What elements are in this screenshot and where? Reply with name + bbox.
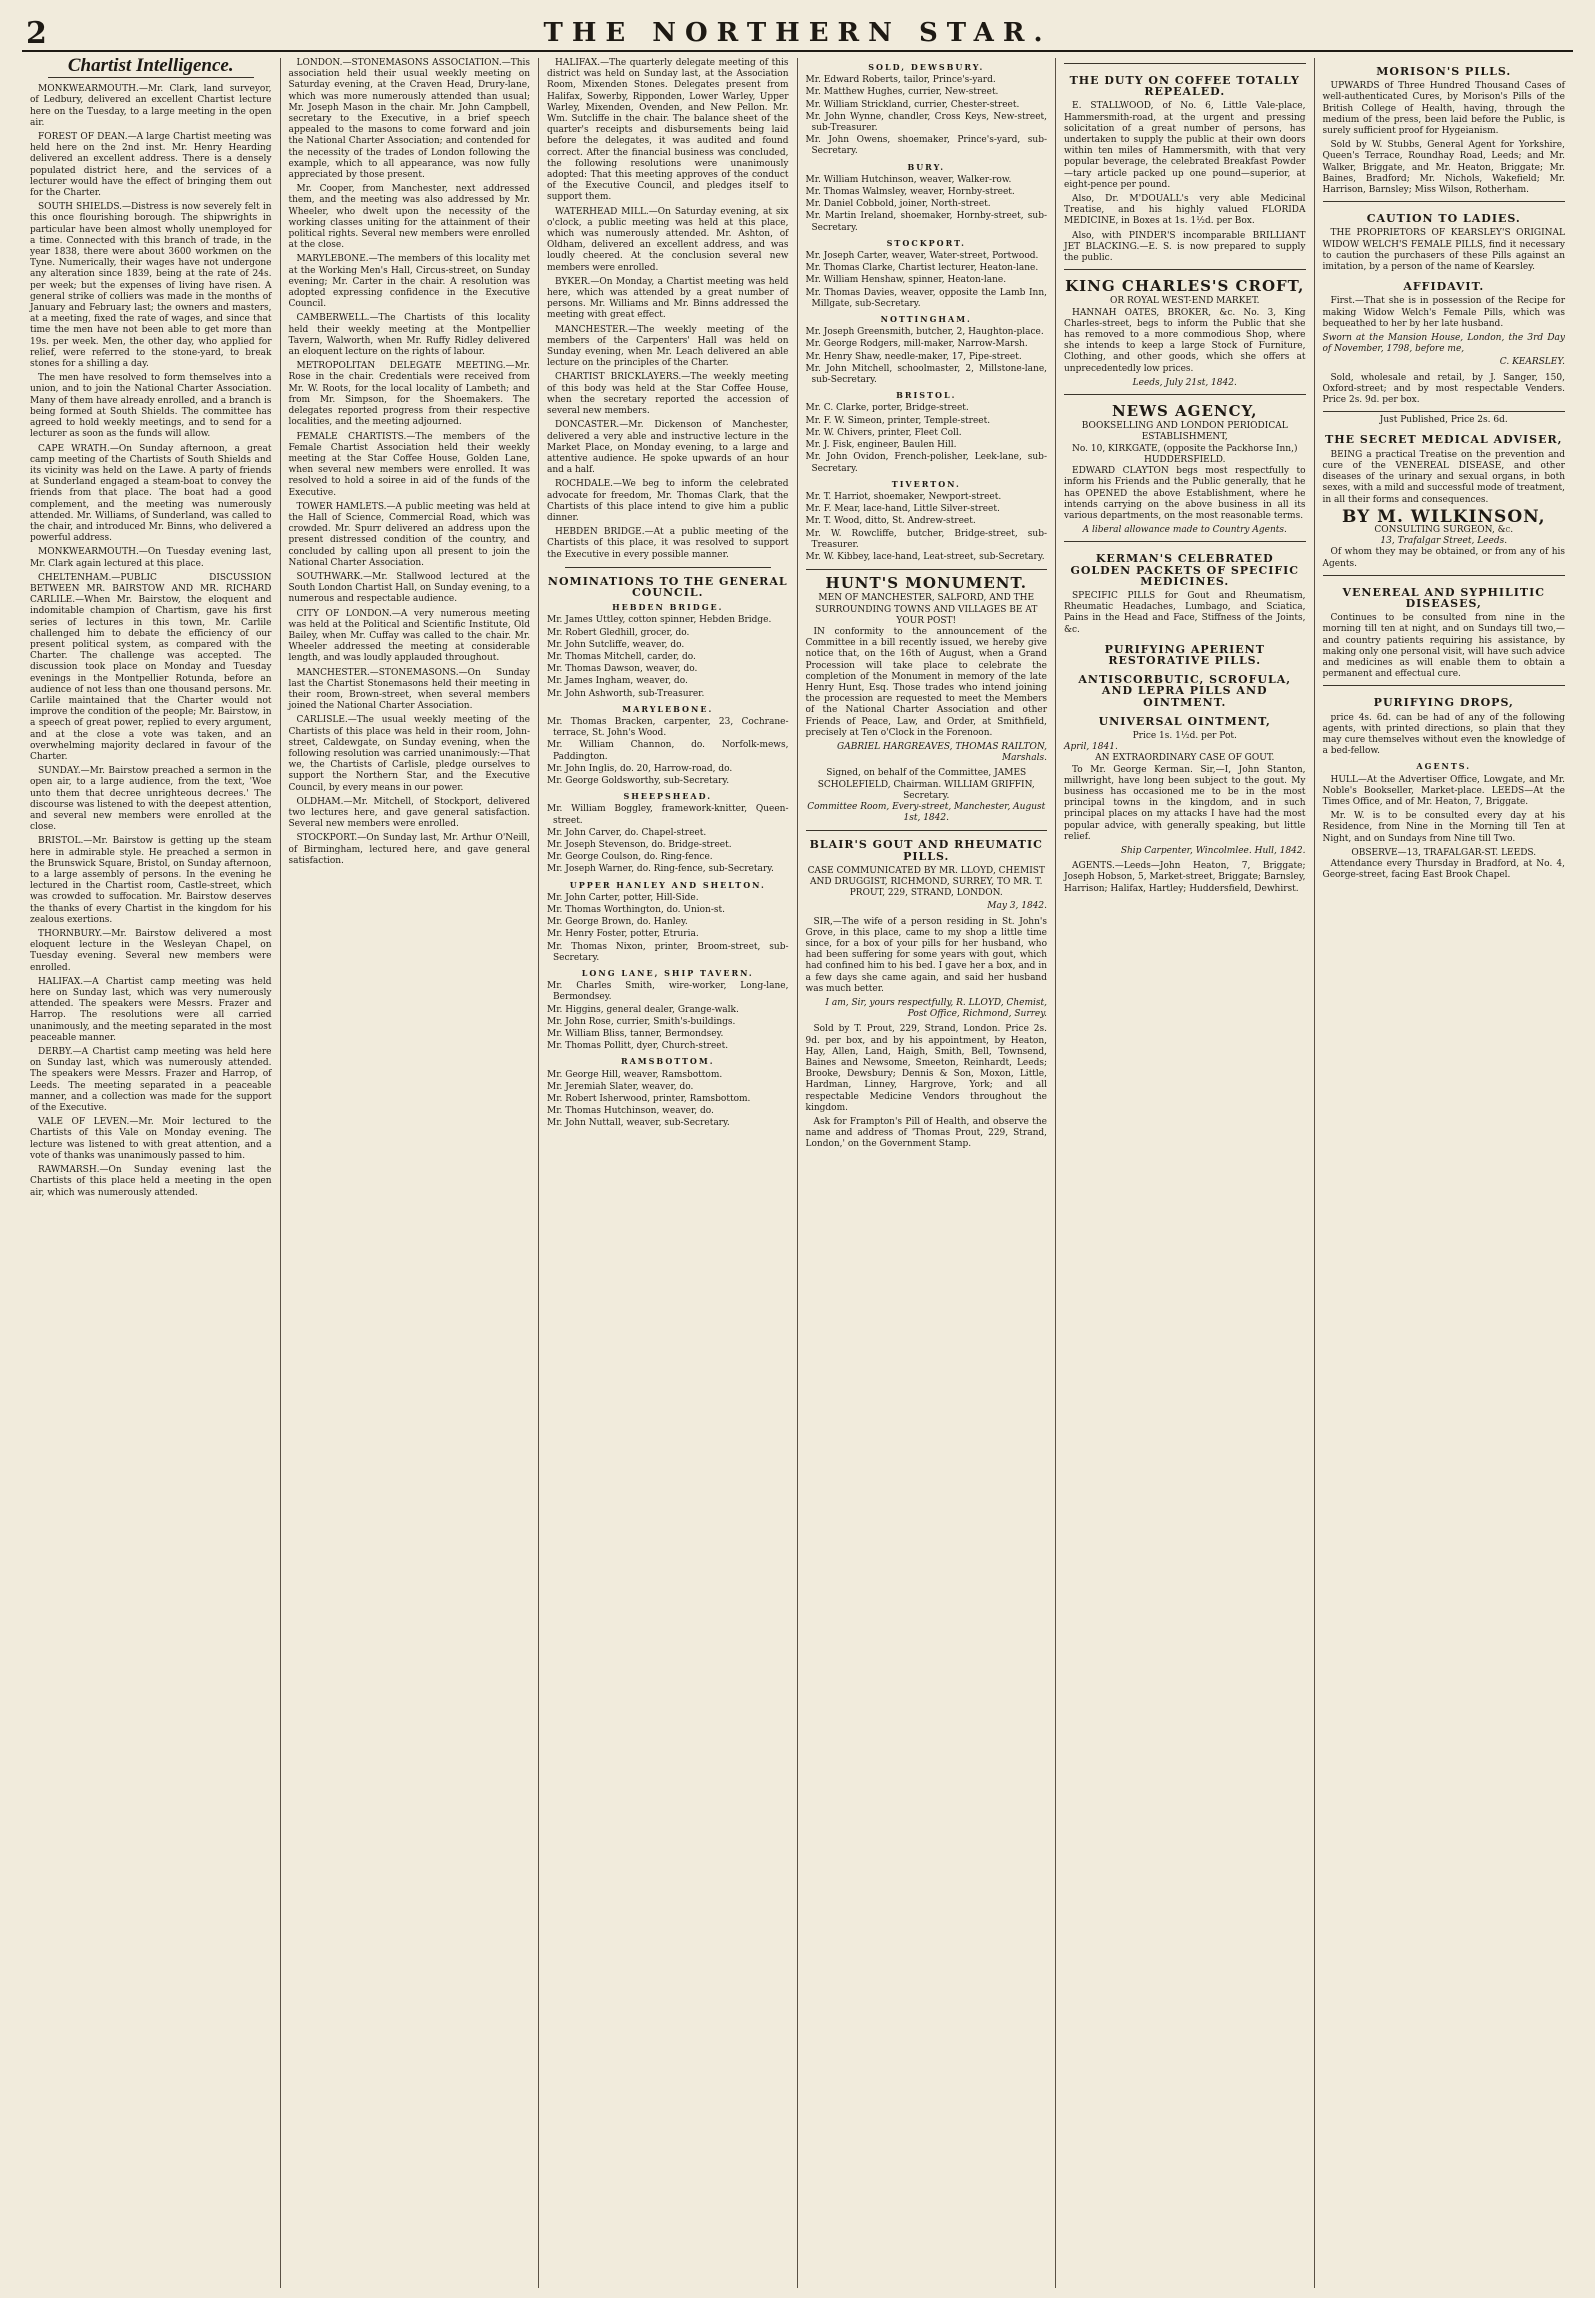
column-1	[22, 58, 281, 2288]
nominee-entry: Mr. W. Chivers, printer, Fleet Coll.	[805, 427, 962, 438]
nominee-entry: Mr. T. Harriot, shoemaker, Newport-street.	[805, 491, 1002, 502]
article-paragraph: ROCHDALE.—We beg to inform the celebrated advocate for freedom, Mr. Thomas Clark, that the Chartists of this place intend to give him a public dinner.	[547, 479, 789, 523]
caution-title: CAUTION TO LADIES.	[1366, 212, 1521, 226]
monument-marshals: GABRIEL HARGREAVES, THOMAS RAILTON, Marshals.	[837, 741, 1047, 764]
purifying-advert	[1323, 685, 1566, 881]
article-paragraph: DERBY.—A Chartist camp meeting was held here on Sunday last, which was numerously attended. The speakers were Messrs. Frazer and Harrop, of Leeds. The meeting separated in a peaceable manner, and a collection was made for the support of the Executive.	[30, 1047, 272, 1114]
nominee-entry: Mr. John Mitchell, schoolmaster, 2, Millstone-lane, sub-Secretary.	[805, 363, 1047, 386]
column-5	[1056, 58, 1315, 2288]
article-list	[289, 58, 531, 867]
news-agency-address: No. 10, KIRKGATE, (opposite the Packhorse Inn,) HUDDERSFIELD.	[1072, 443, 1298, 465]
article-paragraph: VALE OF LEVEN.—Mr. Moir lectured to the Chartists of this Vale on Monday evening. The lecture was listened to with great attention, and a vote of thanks was unanimously passed to him.	[30, 1117, 272, 1161]
locality-heading: SOLD, DEWSBURY.	[868, 62, 985, 72]
nominee-entry: Mr. James Ingham, weaver, do.	[547, 676, 688, 687]
article-paragraph: LONDON.—STONEMASONS ASSOCIATION.—This association held their usual weekly meeting on Saturday evening, at the Craven Head, Drury-lane, which was more numerously attended than usual; Mr. Joseph Mason in the chair. Mr. John Campbell, secretary to the Executive, in a brief speech appealed to the masons to come forward and join the National Charter Association; and contended for the necessity of the trades of London following the example, which to all appearance, was now fully appreciated by those present.	[288, 58, 530, 181]
nominee-entry: Mr. John Owens, shoemaker, Prince's-yard, sub-Secretary.	[805, 135, 1047, 157]
nominee-entry: Mr. Joseph Carter, weaver, Water-street, Portwood.	[805, 251, 1039, 262]
nominee-entry: Mr. Thomas Clarke, Chartist lecturer, Heaton-lane.	[805, 263, 1039, 274]
divider	[565, 567, 771, 568]
kerman-title: KERMAN'S CELEBRATED GOLDEN PACKETS OF SPECIFIC MEDICINES.	[1070, 552, 1300, 588]
sworn-statement: Sworn at the Mansion House, London, the 3rd Day of November, 1798, before me,	[1322, 333, 1565, 355]
article-paragraph: SUNDAY.—Mr. Bairstow preached a sermon in the open air, to a large audience, from the text, 'Woe unto them that decree unrighteous decrees.' The discourse was listened to with the deepest attention, and several new members were enrolled at the close.	[30, 766, 272, 833]
coffee-extra: Also, Dr. M'DOUALL's very able Medicinal Treatise, and his highly valued FLORIDA MEDICINE, in Boxes at 1s. 1½d. per Box.	[1064, 194, 1306, 227]
column-6	[1315, 58, 1574, 2288]
morison-title: MORISON'S PILLS.	[1376, 65, 1512, 78]
nominee-entry: Mr. Thomas Pollitt, dyer, Church-street.	[547, 1041, 729, 1052]
nominee-entry: Mr. Joseph Stevenson, do. Bridge-street.	[547, 840, 732, 850]
nominee-entry: Mr. T. Wood, ditto, St. Andrew-street.	[805, 516, 976, 527]
caution-price: Sold, wholesale and retail, by J. Sanger, 150, Oxford-street; and by most respectable Venders. Price 2s. 9d. per box.	[1322, 372, 1565, 406]
nominations-list	[806, 62, 1048, 563]
nominee-entry: Mr. John Carver, do. Chapel-street.	[547, 827, 707, 838]
venereal-advert	[1323, 575, 1566, 681]
nominee-entry: Mr. W. Rowcliffe, butcher, Bridge-street, sub-Treasurer.	[805, 528, 1047, 550]
newspaper-title: THE NORTHERN STAR.	[543, 18, 1052, 48]
columns	[22, 58, 1573, 2288]
nominee-entry: Mr. George Coulson, do. Ring-fence.	[547, 852, 713, 863]
article-paragraph: MONKWEARMOUTH.—On Tuesday evening last, Mr. Clark again lectured at this place.	[30, 547, 272, 569]
nominee-entry: Mr. George Hill, weaver, Ramsbottom.	[547, 1069, 723, 1080]
coffee-advert	[1064, 63, 1306, 264]
divider	[806, 830, 1048, 831]
nominee-entry: Mr. C. Clarke, porter, Bridge-street.	[805, 403, 969, 414]
nominee-entry: Mr. William Boggley, framework-knitter, Queen-street.	[547, 804, 789, 826]
nominations-title: NOMINATIONS TO THE GENERAL COUNCIL.	[547, 574, 788, 599]
article-paragraph: CHARTIST BRICKLAYERS.—The weekly meeting of this body was held at the Star Coffee House, when the secretary reported the accession of several new members.	[547, 372, 789, 417]
article-paragraph: FEMALE CHARTISTS.—The members of the Female Chartist Association held their weekly meeting at the Star Coffee House, Golden Lane, when several new members were enrolled. It was resolved to hold a soiree in aid of the funds of the Executive.	[288, 431, 530, 498]
sworn-signature: C. KEARSLEY.	[1499, 357, 1565, 368]
news-agency-footer: A liberal allowance made to Country Agents.	[1082, 525, 1287, 536]
nominee-entry: Mr. William Strickland, currier, Chester-street.	[805, 99, 1020, 110]
nominee-entry: Mr. Thomas Davies, weaver, opposite the Lamb Inn, Millgate, sub-Secretary.	[805, 287, 1047, 309]
kerman-antiscorbutic: ANTISCORBUTIC, SCROFULA, AND LEPRA PILLS AND OINTMENT.	[1078, 673, 1292, 709]
nominee-entry: Mr. John Sutcliffe, weaver, do.	[547, 639, 685, 650]
article-paragraph: HALIFAX.—The quarterly delegate meeting of this district was held on Sunday last, at the Association Room, Mixenden Stones. Delegates present from Halifax, Sowerby, Ripponden, Lower Warley, Upper Warley, Mixenden, Ovenden, and New Pellon. Mr. Wm. Sutcliffe in the chair. The balance sheet of the quarter's receipts and disbursements being laid before the delegates, it was audited and found correct. After the financial business was concluded, the following resolutions were unanimously adopted: That this meeting approves of the conduct of the Executive Council, and pledges itself to support them.	[547, 58, 789, 203]
kerman-agents: AGENTS.—Leeds—John Heaton, 7, Briggate; Joseph Hobson, 5, Market-street, Briggate; Barnsley, Harrison; Halifax, Hartley; Huddersfield, Dewhirst.	[1064, 861, 1306, 894]
nominee-entry: Mr. F. Mear, lace-hand, Little Silver-street.	[805, 504, 1000, 515]
article-paragraph: OLDHAM.—Mr. Mitchell, of Stockport, delivered two lectures here, and gave general satisfaction. Several new members were enrolled.	[288, 796, 530, 830]
monument-body: IN conformity to the announcement of the Committee in a bill recently issued, we hereby give notice that, on the 16th of August, when a Grand Procession will take place to celebrate the completion of the Monument in memory of the late Henry Hunt, Esq. Those trades who intend joining the procession are requested to meet the Members of the National Charter Association and other Friends of Peace, Law, and Order, at Smithfield, precisely at Ten o'Clock in the Forenoon.	[805, 626, 1047, 738]
article-paragraph: WATERHEAD MILL.—On Saturday evening, at six o'clock, a public meeting was held at this place, which was numerously attended. Mr. Ashton, of Oldham, delivered an excellent address, and was loudly cheered. At the conclusion several new members were enrolled.	[547, 206, 789, 273]
article-paragraph: HEBDEN BRIDGE.—At a public meeting of the Chartists of this place, it was resolved to support the Executive in every possible manner.	[547, 527, 789, 560]
kerman-case: AN EXTRAORDINARY CASE OF GOUT.	[1095, 753, 1275, 764]
nominee-entry: Mr. John Ashworth, sub-Treasurer.	[547, 688, 705, 699]
section-title: Chartist Intelligence.	[67, 58, 234, 76]
article-paragraph: MANCHESTER.—STONEMASONS.—On Sunday last the Chartist Stonemasons held their meeting in their room, Brown-street, when several members joined the National Charter Association.	[288, 667, 530, 712]
croft-subtitle: OR ROYAL WEST-END MARKET.	[1110, 296, 1260, 307]
blair-date: May 3, 1842.	[987, 901, 1047, 912]
croft-date: Leeds, July 21st, 1842.	[1132, 377, 1237, 388]
croft-title: KING CHARLES'S CROFT,	[1065, 277, 1305, 296]
nominee-entry: Mr. Thomas Dawson, weaver, do.	[547, 664, 698, 675]
croft-body: HANNAH OATES, BROKER, &c. No. 3, King Charles-street, begs to inform the Public that she has removed to a more commodious Shop, where she intends to keep a large Stock of Furniture, Clothing, and other goods, which she offers at unprecedentedly low prices.	[1064, 307, 1306, 374]
nominee-entry: Mr. William Channon, do. Norfolk-mews, Paddington.	[547, 740, 789, 762]
article-paragraph: SOUTHWARK.—Mr. Stallwood lectured at the South London Chartist Hall, on Sunday evening, to a numerous and respectable audience.	[288, 571, 530, 605]
article-paragraph: FOREST OF DEAN.—A large Chartist meeting was held here on the 2nd inst. Mr. Henry Hearding delivered an excellent address. There is a densely populated district here, and the services of a lecturer would have the effect of bringing them out for the Charter.	[30, 132, 272, 199]
article-paragraph: DONCASTER.—Mr. Dickenson of Manchester, delivered a very able and instructive lecture in the Market Place, on Monday evening, to a large and attentive audience. He spoke upwards of an hour and a half.	[547, 420, 789, 476]
article-paragraph: CITY OF LONDON.—A very numerous meeting was held at the Political and Scientific Institute, Old Bailey, when Mr. Cuffay was called to the chair. Mr. Wheeler addressed the meeting at considerable length, and was loudly applauded throughout.	[288, 608, 530, 664]
morison-body: UPWARDS of Three Hundred Thousand Cases of well-authenticated Cures, by Morison's Pills of the British College of Health, having, through the medium of the press, been laid before the Public, is surely sufficient proof for Hygeianism.	[1322, 81, 1565, 137]
nominee-entry: Mr. George Brown, do. Hanley.	[547, 917, 688, 928]
croft-advert	[1064, 269, 1306, 389]
advisor-advert	[1323, 411, 1566, 569]
nominee-entry: Mr. William Hutchinson, weaver, Walker-row.	[805, 174, 1012, 185]
advisor-body: BEING a practical Treatise on the prevention and cure of the VENEREAL DISEASE, and other diseases of the urinary and sexual organs, in both sexes, with a mild and successful mode of treatment, in all their forms and consequences.	[1322, 449, 1565, 505]
nominee-entry: Mr. John Carter, potter, Hill-Side.	[547, 892, 699, 903]
nominee-entry: Mr. Matthew Hughes, currier, New-street.	[805, 87, 999, 98]
affidavit-title: AFFIDAVIT.	[1403, 280, 1485, 294]
advisor-intro: Just Published, Price 2s. 6d.	[1379, 415, 1508, 426]
monument-title: HUNT'S MONUMENT.	[825, 574, 1027, 593]
nominee-entry: Mr. John Inglis, do. 20, Harrow-road, do.	[547, 763, 733, 774]
nominee-entry: Mr. John Rose, currier, Smith's-buildings.	[547, 1016, 736, 1027]
article-paragraph: STOCKPORT.—On Sunday last, Mr. Arthur O'Neill, of Birmingham, lectured here, and gave general satisfaction.	[288, 833, 530, 866]
nominee-entry: Mr. Thomas Worthington, do. Union-st.	[547, 905, 725, 916]
nominee-entry: Mr. Joseph Warner, do. Ring-fence, sub-Secretary.	[547, 864, 774, 875]
advisor-author-sub: CONSULTING SURGEON, &c.	[1374, 524, 1514, 535]
purifying-title: PURIFYING DROPS,	[1373, 696, 1514, 710]
blair-signature: I am, Sir, yours respectfully, R. LLOYD, Chemist, Post Office, Richmond, Surrey.	[825, 998, 1047, 1020]
locality-heading: HEBDEN BRIDGE.	[612, 602, 724, 613]
nominee-entry: Mr. Charles Smith, wire-worker, Long-lane, Bermondsey.	[547, 981, 789, 1003]
nominee-entry: Mr. James Uttley, cotton spinner, Hebden Bridge.	[547, 615, 772, 626]
locality-heading: RAMSBOTTOM.	[620, 1056, 715, 1067]
article-paragraph: METROPOLITAN DELEGATE MEETING.—Mr. Rose in the chair. Credentials were received from Mr. W. Roots, for the local locality of Lambeth; and from Mr. Simpson, for the Shoemakers. The delegates reported progress from their respective localities, and the meeting adjourned.	[288, 361, 530, 428]
blair-sold: Sold by T. Prout, 229, Strand, London. Price 2s. 9d. per box, and by his appointment, by Heaton, Hay, Allen, Land, Haigh, Smith, Bell, Townsend, Baines and Newsome, Smeeton, Reinhardt, Leeds; Brooke, Dewsbury; Dennis & Son, Moxon, Little, Hardman, Linney, Hargrove, York; and all respectable Medicine Vendors throughout the kingdom.	[805, 1024, 1047, 1113]
nominee-entry: Mr. Edward Roberts, tailor, Prince's-yard.	[805, 75, 996, 86]
nominee-entry: Mr. Jeremiah Slater, weaver, do.	[547, 1081, 694, 1092]
kerman-body: SPECIFIC PILLS for Gout and Rheumatism, Rheumatic Headaches, Lumbago, and Sciatica, Pains in the Head and Face, Stiffness of the Joints, &c.	[1064, 590, 1306, 635]
divider	[806, 569, 1048, 570]
nominee-entry: Mr. W. Kibbey, lace-hand, Leat-street, sub-Secretary.	[805, 551, 1045, 562]
news-agency-title: NEWS AGENCY,	[1111, 402, 1258, 421]
locality-heading: TIVERTON.	[891, 478, 961, 489]
nominations-list	[547, 602, 789, 1130]
nominee-entry: Mr. Martin Ireland, shoemaker, Hornby-street, sub-Secretary.	[805, 211, 1047, 233]
nominee-entry: Mr. Daniel Cobbold, joiner, North-street.	[805, 199, 991, 210]
coffee-footer: Also, with PINDER'S incomparable BRILLIANT JET BLACKING.—E. S. is now prepared to supply the public.	[1064, 230, 1306, 264]
advisor-title: THE SECRET MEDICAL ADVISER,	[1325, 433, 1563, 447]
page-number: 2	[26, 16, 47, 51]
column-3	[539, 58, 798, 2288]
article-paragraph: THORNBURY.—Mr. Bairstow delivered a most eloquent lecture in the Wesleyan Chapel, on Tuesday evening. Several new members were enrolled.	[30, 929, 272, 973]
article-paragraph: CAPE WRATH.—On Sunday afternoon, a great camp meeting of the Chartists of South Shields and its vicinity was held on the Lawe. A party of friends at Sunderland engaged a steam-boat to convey the friends from that place. The boat had a good complement, and the meeting was numerously attended. Mr. Williams, of Sunderland, was called to the chair, and introduced Mr. Binns, who delivered a powerful address.	[30, 443, 272, 544]
column-4	[798, 58, 1057, 2288]
monument-footer: Committee Room, Every-street, Manchester, August 1st, 1842.	[807, 801, 1046, 824]
venereal-title: VENEREAL AND SYPHILITIC DISEASES,	[1342, 585, 1545, 610]
coffee-title: THE DUTY ON COFFEE TOTALLY REPEALED.	[1069, 74, 1300, 99]
nominee-entry: Mr. Thomas Nixon, printer, Broom-street, sub-Secretary.	[547, 941, 789, 963]
nominee-entry: Mr. Thomas Mitchell, carder, do.	[547, 651, 696, 662]
nominee-entry: Mr. J. Fisk, engineer, Baulen Hill.	[805, 440, 957, 451]
nominee-entry: Mr. John Nuttall, weaver, sub-Secretary.	[547, 1118, 730, 1129]
locality-heading: BRISTOL.	[896, 390, 957, 401]
blair-subtitle: CASE COMMUNICATED BY MR. LLOYD, CHEMIST AND DRUGGIST, RICHMOND, SURREY, TO MR. T. PROUT, 229, STRAND, LONDON.	[807, 865, 1045, 899]
news-agency-subtitle: BOOKSELLING AND LONDON PERIODICAL ESTABLISHMENT,	[1081, 421, 1288, 443]
locality-heading: NOTTINGHAM.	[880, 314, 972, 325]
nominee-entry: Mr. Robert Gledhill, grocer, do.	[547, 627, 690, 638]
affidavit-body: First.—That she is in possession of the Recipe for making Widow Welch's Female Pills, which was bequeathed to her by her late husband.	[1322, 296, 1565, 329]
purifying-body: price 4s. 6d. can be had of any of the following agents, with printed directions, so plain that they may cure themselves without even the knowledge of a bed-fellow.	[1322, 712, 1565, 757]
article-list	[547, 58, 789, 561]
article-paragraph: BRISTOL.—Mr. Bairstow is getting up the steam here in admirable style. He preached a sermon in the Brunswick Square, Bristol, on Sunday afternoon, to a large assembly of persons. In the evening he lectured in the Chartist room, Castle-street, which was crowded to suffocation. Mr. Bairstow deserves the thanks of every Chartist in the kingdom for his zealous exertions.	[30, 836, 272, 925]
nominee-entry: Mr. George Rodgers, mill-maker, Narrow-Marsh.	[805, 339, 1028, 350]
article-paragraph: MANCHESTER.—The weekly meeting of the members of the Carpenters' Hall was held on Sunday evening, when Mr. Leach delivered an able lecture on the principles of the Charter.	[547, 324, 789, 369]
caution-body: THE PROPRIETORS OF KEARSLEY'S ORIGINAL WIDOW WELCH'S FEMALE PILLS, find it necessary to caution the purchasers of these Pills against an imitation, by a person of the name of Kearsley.	[1322, 228, 1565, 273]
purifying-last: Attendance every Thursday in Bradford, at No. 4, George-street, facing East Brook Chapel.	[1322, 858, 1565, 881]
blair-footer: Ask for Frampton's Pill of Health, and observe the name and address of 'Thomas Prout, 229, Strand, London,' on the Government Stamp.	[805, 1117, 1047, 1150]
nominee-entry: Mr. Higgins, general dealer, Grange-walk.	[547, 1004, 739, 1015]
purifying-footer: Mr. W. is to be consulted every day at his Residence, from Nine in the Morning till Ten at Night, and on Sundays from Nine till Two.	[1322, 811, 1565, 844]
nominee-entry: Mr. Joseph Greensmith, butcher, 2, Haughton-place.	[805, 327, 1044, 338]
article-paragraph: CAMBERWELL.—The Chartists of this locality held their weekly meeting at the Montpellier Tavern, Walworth, when Mr. Ruffy Ridley delivered an eloquent lecture on the rights of labour.	[288, 313, 530, 358]
article-paragraph: HALIFAX.—A Chartist camp meeting was held here on Sunday last, which was very numerously attended. The speakers were Messrs. Frazer and Harrop. The resolutions were all carried unanimously, and the meeting separated in the most peaceable manner.	[30, 976, 272, 1043]
kerman-date: April, 1841.	[1064, 742, 1118, 753]
advisor-address: 13, Trafalgar Street, Leeds.	[1380, 536, 1508, 547]
advisor-author: BY M. WILKINSON,	[1342, 506, 1546, 527]
locality-heading: LONG LANE, SHIP TAVERN.	[581, 968, 754, 979]
morison-agents: Sold by W. Stubbs, General Agent for Yorkshire, Queen's Terrace, Roundhay Road, Leeds; and Mr. Walker, Briggate, and Mr. Heaton, Briggate; Mr. Baines, Bradford; Mr. Nichols, Wakefield; Mr. Harrison, Barnsley; Miss Wilson, Rotherham.	[1322, 140, 1565, 196]
news-agency-advert	[1064, 394, 1306, 536]
locality-heading: MARYLEBONE.	[622, 703, 714, 714]
nominee-entry: Mr. Henry Foster, potter, Etruria.	[547, 929, 699, 940]
caution-advert	[1323, 201, 1566, 406]
locality-heading: SHEEPSHEAD.	[623, 791, 713, 802]
masthead	[22, 14, 1573, 52]
locality-heading: BURY.	[907, 161, 946, 172]
nominee-entry: Mr. George Goldsworthy, sub-Secretary.	[547, 775, 730, 786]
article-paragraph: CARLISLE.—The usual weekly meeting of the Chartists of this place was held in their room, John-street, Caldewgate, on Sunday evening, when the following resolution was carried unanimously:—That we, the Chartists of Carlisle, pledge ourselves to support the Northern Star, and the Executive Council, by every means in our power.	[288, 715, 530, 793]
blair-title: BLAIR'S GOUT AND RHEUMATIC PILLS.	[809, 838, 1043, 863]
divider	[48, 77, 254, 78]
article-paragraph: TOWER HAMLETS.—A public meeting was held at the Hall of Science, Commercial Road, which was crowded. Mr. Spurr delivered an address upon the present distressed condition of the country, and concluded by calling upon all present to join the National Charter Association.	[288, 501, 530, 568]
article-paragraph: MARYLEBONE.—The members of this locality met at the Working Men's Hall, Circus-street, on Sunday evening; Mr. Carter in the chair. A resolution was adopted expressing confidence in the Executive Council.	[288, 254, 530, 310]
article-paragraph: SOUTH SHIELDS.—Distress is now severely felt in this once flourishing borough. The shipwrights in particular have been almost wholly unemployed for a time. Connected with this branch of trade, in the year 1838, there were about 3600 workmen on the Tyne. Numerically, their wages have not undergone any alteration since 1839, being at the rate of 24s. per week; but the expenses of living have risen. A general strike of colliers was made in the months of January and February last; the owners and masters, at a meeting, fixed the rate of wages, and since that time the men have not been able to get more than 19s. per week. Men, the other day, who applied for relief, were referred to the stone-yard, to break stones for a shilling a day.	[30, 202, 272, 370]
observe-line: OBSERVE—13, TRAFALGAR-ST. LEEDS.	[1351, 847, 1537, 858]
kerman-price: Price 1s. 1½d. per Pot.	[1132, 730, 1237, 741]
nominee-entry: Mr. Henry Shaw, needle-maker, 17, Pipe-street.	[805, 351, 1022, 362]
nominee-entry: Mr. William Henshaw, spinner, Heaton-lane.	[805, 275, 1007, 286]
article-paragraph: MONKWEARMOUTH.—Mr. Clark, land surveyor, of Ledbury, delivered an excellent Chartist lecture here on the Tuesday, to a large meeting in the open air.	[30, 84, 272, 128]
venereal-body: Continues to be consulted from nine in the morning till ten at night, and on Sundays till two,—and country patients requiring his assistance, by making only one personal visit, will have such advice and medicines as will enable them to obtain a permanent and effectual cure.	[1322, 613, 1565, 680]
article-paragraph: CHELTENHAM.—PUBLIC DISCUSSION BETWEEN MR. BAIRSTOW AND MR. RICHARD CARLILE.—When Mr. Bairstow, the eloquent and indomitable champion of Chartism, gave his first series of lectures in this town, Mr. Carlile challenged him to debate the efficiency of our present political system, as compared with the Charter. The challenge was accepted. The discussion took place on Monday and Tuesday evenings in the Montpellier Rotunda, before an audience of not less than one thousand persons. Mr. Carlile maintained that the Charter would not improve the condition of the people; Mr. Bairstow, in a speech of great power, replied to every argument, and at the close a vote was taken, and an overwhelming majority declared in favour of the Charter.	[30, 572, 272, 762]
kerman-ointment: UNIVERSAL OINTMENT,	[1098, 714, 1271, 728]
kerman-advert	[1064, 541, 1306, 894]
kerman-letter: To Mr. George Kerman. Sir,—I, John Stanton, millwright, have long been subject to the gout. My business has occasioned me to be in the most principal towns in the kingdom, and in such principal places on my attacks I have had the most popular advice, with generally speaking, but little relief.	[1064, 764, 1306, 842]
coffee-body: E. STALLWOOD, of No. 6, Little Vale-place, Hammersmith-road, at the urgent and pressing solicitation of a great number of persons, has undertaken to supply the public at their own doors within ten miles of Hammersmith, with that very popular beverage, the celebrated Breakfast Powder—tary article packed up one pound—superior, at eight-pence per pound.	[1064, 101, 1306, 190]
nominee-entry: Mr. Thomas Bracken, carpenter, 23, Cochrane-terrace, St. John's Wood.	[547, 716, 789, 739]
article-list	[30, 84, 272, 1199]
article-paragraph: RAWMARSH.—On Sunday evening last the Chartists of this place held a meeting in the open air, which was numerously attended.	[30, 1165, 272, 1198]
monument-subtitle: MEN OF MANCHESTER, SALFORD, AND THE SURROUNDING TOWNS AND VILLAGES BE AT YOUR POST!	[815, 593, 1038, 626]
nominee-entry: Mr. William Bliss, tanner, Bermondsey.	[547, 1029, 724, 1040]
nominee-entry: Mr. Thomas Walmsley, weaver, Hornby-street.	[805, 187, 1015, 198]
kerman-purifying: PURIFYING APERIENT RESTORATIVE PILLS.	[1104, 642, 1265, 667]
article-paragraph: Mr. Cooper, from Manchester, next addressed them, and the meeting was also addressed by Mr. Wheeler, who dwelt upon the necessity of the working classes uniting for the attainment of their political rights. Several new members were enrolled at the close.	[288, 184, 530, 251]
column-2	[281, 58, 540, 2288]
agents-title: AGENTS.	[1416, 761, 1472, 772]
locality-heading: UPPER HANLEY AND SHELTON.	[569, 879, 766, 890]
agents-body: HULL—At the Advertiser Office, Lowgate, and Mr. Noble's Bookseller, Market-place. LEEDS—At the Times Office, and of Mr. Heaton, 7, Briggate.	[1322, 774, 1565, 807]
locality-heading: STOCKPORT.	[886, 237, 966, 248]
nominee-entry: Mr. Robert Isherwood, printer, Ramsbottom.	[547, 1094, 751, 1105]
nominee-entry: Mr. Thomas Hutchinson, weaver, do.	[547, 1106, 714, 1117]
monument-signed: Signed, on behalf of the Committee, JAMES SCHOLEFIELD, Chairman. WILLIAM GRIFFIN, Secretary.	[817, 768, 1035, 801]
advisor-note: Of whom they may be obtained, or from any of his Agents.	[1322, 547, 1565, 569]
nominee-entry: Mr. F. W. Simeon, printer, Temple-street.	[805, 415, 991, 426]
blair-body: SIR,—The wife of a person residing in St. John's Grove, in this place, came to my shop a little time since, for a box of your pills for her husband, who had been suffering for some years with gout, which had confined him to his bed. I gave her a box, and in a few days she came again, and said her husband was much better.	[805, 916, 1047, 994]
kerman-signature: Ship Carpenter, Wincolmlee. Hull, 1842.	[1120, 845, 1306, 856]
nominee-entry: Mr. John Ovidon, French-polisher, Leek-lane, sub-Secretary.	[805, 452, 1047, 474]
nominee-entry: Mr. John Wynne, chandler, Cross Keys, New-street, sub-Treasurer.	[805, 111, 1047, 134]
article-paragraph: BYKER.—On Monday, a Chartist meeting was held here, which was attended by a great number of persons. Mr. Williams and Mr. Binns addressed the meeting with great effect.	[547, 276, 789, 321]
news-agency-body: EDWARD CLAYTON begs most respectfully to inform his Friends and the Public generally, that he has OPENED the above Establishment, where he intends carrying on the above business in all its various departments, on the most reasonable terms.	[1064, 466, 1306, 521]
article-paragraph: The men have resolved to form themselves into a union, and to join the National Charter Association. Many of them have already enrolled, and a branch is being formed at South Shields. The committee has agreed to hold weekly meetings, and to send for a lecturer as soon as the funds will allow.	[30, 373, 272, 440]
